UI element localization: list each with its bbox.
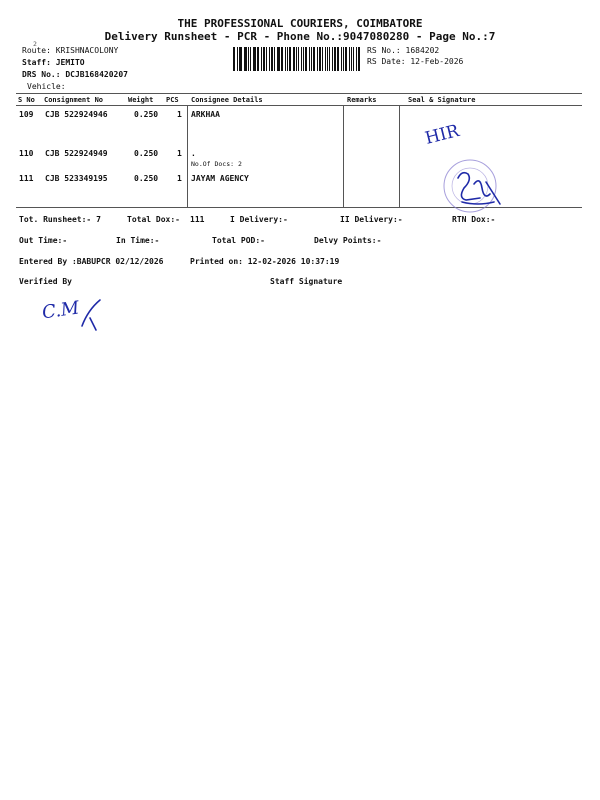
ii-delivery: II Delivery:- (340, 215, 403, 224)
barcode-bar (281, 47, 283, 71)
table-top-rule (16, 93, 582, 94)
row-weight: 0.250 (134, 110, 159, 119)
staff-signature-label: Staff Signature (270, 277, 343, 286)
row-sno: 111 (19, 174, 34, 183)
barcode-bar (332, 47, 333, 71)
barcode-bar (277, 47, 278, 71)
rs-date: RS Date: 12-Feb-2026 (367, 57, 464, 66)
tot-runsheet: Tot. Runsheet:- 7 (19, 215, 101, 224)
barcode-bar (322, 47, 323, 71)
barcode-bar (240, 47, 242, 71)
barcode-bar (334, 47, 336, 71)
barcode-bar (305, 47, 307, 71)
col-divider-remarks (343, 105, 344, 207)
barcode-bar (254, 47, 256, 71)
barcode-bar (345, 47, 347, 71)
row-consignment: CJB 523349195 (45, 174, 108, 183)
col-header-consignee: Consignee Details (191, 96, 263, 104)
col-divider-consignee (187, 105, 188, 207)
staff-label: Staff: JEMITO (22, 58, 85, 67)
row-sno: 110 (19, 149, 34, 158)
barcode-bar (325, 47, 326, 71)
barcode-bar (296, 47, 297, 71)
seal-and-signature (428, 158, 528, 218)
row-pcs: 1 (177, 149, 182, 158)
delvy-points: Delvy Points:- (314, 236, 382, 245)
barcode-bar (263, 47, 266, 71)
barcode-bar (358, 47, 360, 71)
row-consignee: JAYAM AGENCY (191, 174, 249, 183)
barcode-bar (287, 47, 288, 71)
barcode-bar (285, 47, 286, 71)
table-header-rule (16, 105, 582, 106)
handwritten-note: HIR (423, 121, 462, 149)
barcode-bar (317, 47, 318, 71)
barcode-bar (353, 47, 354, 71)
barcode-bar (239, 47, 240, 71)
barcode-bar (327, 47, 329, 71)
col-header-sno: S No (18, 96, 35, 104)
row-consignment: CJB 522924949 (45, 149, 108, 158)
route-label: Route: KRISHNACOLONY (22, 46, 119, 55)
total-dox-value: 111 (190, 215, 205, 224)
verifier-signature-stroke (78, 296, 106, 332)
barcode-bar (337, 47, 340, 71)
row-pcs: 1 (177, 174, 182, 183)
barcode-image (233, 47, 361, 71)
barcode-bar (233, 47, 235, 71)
total-pod: Total POD:- (212, 236, 265, 245)
col-header-consignment: Consignment No (44, 96, 104, 104)
company-title: THE PROFESSIONAL COURIERS, COIMBATORE (177, 17, 423, 30)
verifier-initials: C.M (40, 297, 81, 324)
row-consignee: ARKHAA (191, 110, 220, 119)
barcode-bar (309, 47, 310, 71)
printed-on: Printed on: 12-02-2026 10:37:19 (190, 257, 340, 266)
barcode-bar (329, 47, 330, 71)
barcode-bar (289, 47, 292, 71)
barcode-bar (257, 47, 259, 71)
in-time: In Time:- (116, 236, 160, 245)
total-dox-label: Total Dox:- (127, 215, 180, 224)
entered-by: Entered By :BABUPCR 02/12/2026 (19, 257, 164, 266)
row-weight: 0.250 (134, 174, 159, 183)
i-delivery: I Delivery:- (230, 215, 288, 224)
row-docs-note: No.Of Docs: 2 (191, 160, 242, 168)
barcode-bar (250, 47, 251, 71)
barcode-bar (244, 47, 247, 71)
barcode-bar (298, 47, 299, 71)
col-header-weight: Weight (128, 96, 154, 104)
col-header-remarks: Remarks (347, 96, 377, 104)
barcode-bar (303, 47, 305, 71)
verified-by-label: Verified By (19, 277, 72, 286)
barcode-bar (356, 47, 357, 71)
col-header-pcs: PCS (166, 96, 179, 104)
barcode-bar (313, 47, 316, 71)
barcode-stamp-mark: 2 (33, 40, 37, 48)
row-pcs: 1 (177, 110, 182, 119)
out-time: Out Time:- (19, 236, 68, 245)
barcode-bar (253, 47, 254, 71)
barcode-bar (261, 47, 262, 71)
runsheet-subtitle: Delivery Runsheet - PCR - Phone No.:9047080280 - Page No.:7 (104, 30, 496, 43)
barcode-bar (237, 47, 238, 71)
barcode-bar (311, 47, 312, 71)
barcode-bar (269, 47, 270, 71)
barcode-bar (349, 47, 350, 71)
barcode-bar (271, 47, 273, 71)
row-consignment: CJB 522924946 (45, 110, 108, 119)
barcode-bar (319, 47, 321, 71)
rs-number: RS No.: 1684202 (367, 46, 440, 55)
barcode-bar (266, 47, 267, 71)
barcode-bar (274, 47, 275, 71)
col-divider-seal (399, 105, 400, 207)
barcode-bar (343, 47, 344, 71)
vehicle-label: Vehicle: (27, 82, 66, 91)
row-sno: 109 (19, 110, 34, 119)
col-header-seal: Seal & Signature (408, 96, 476, 104)
barcode-bar (351, 47, 353, 71)
row-weight: 0.250 (134, 149, 159, 158)
barcode-bar (341, 47, 342, 71)
drs-number: DRS No.: DCJB168420207 (22, 70, 128, 79)
row-consignee: . (191, 149, 196, 158)
barcode-bar (293, 47, 295, 71)
barcode-bar (301, 47, 302, 71)
rtn-dox: RTN Dox:- (452, 215, 496, 224)
barcode-bar (248, 47, 249, 71)
barcode-bar (278, 47, 280, 71)
